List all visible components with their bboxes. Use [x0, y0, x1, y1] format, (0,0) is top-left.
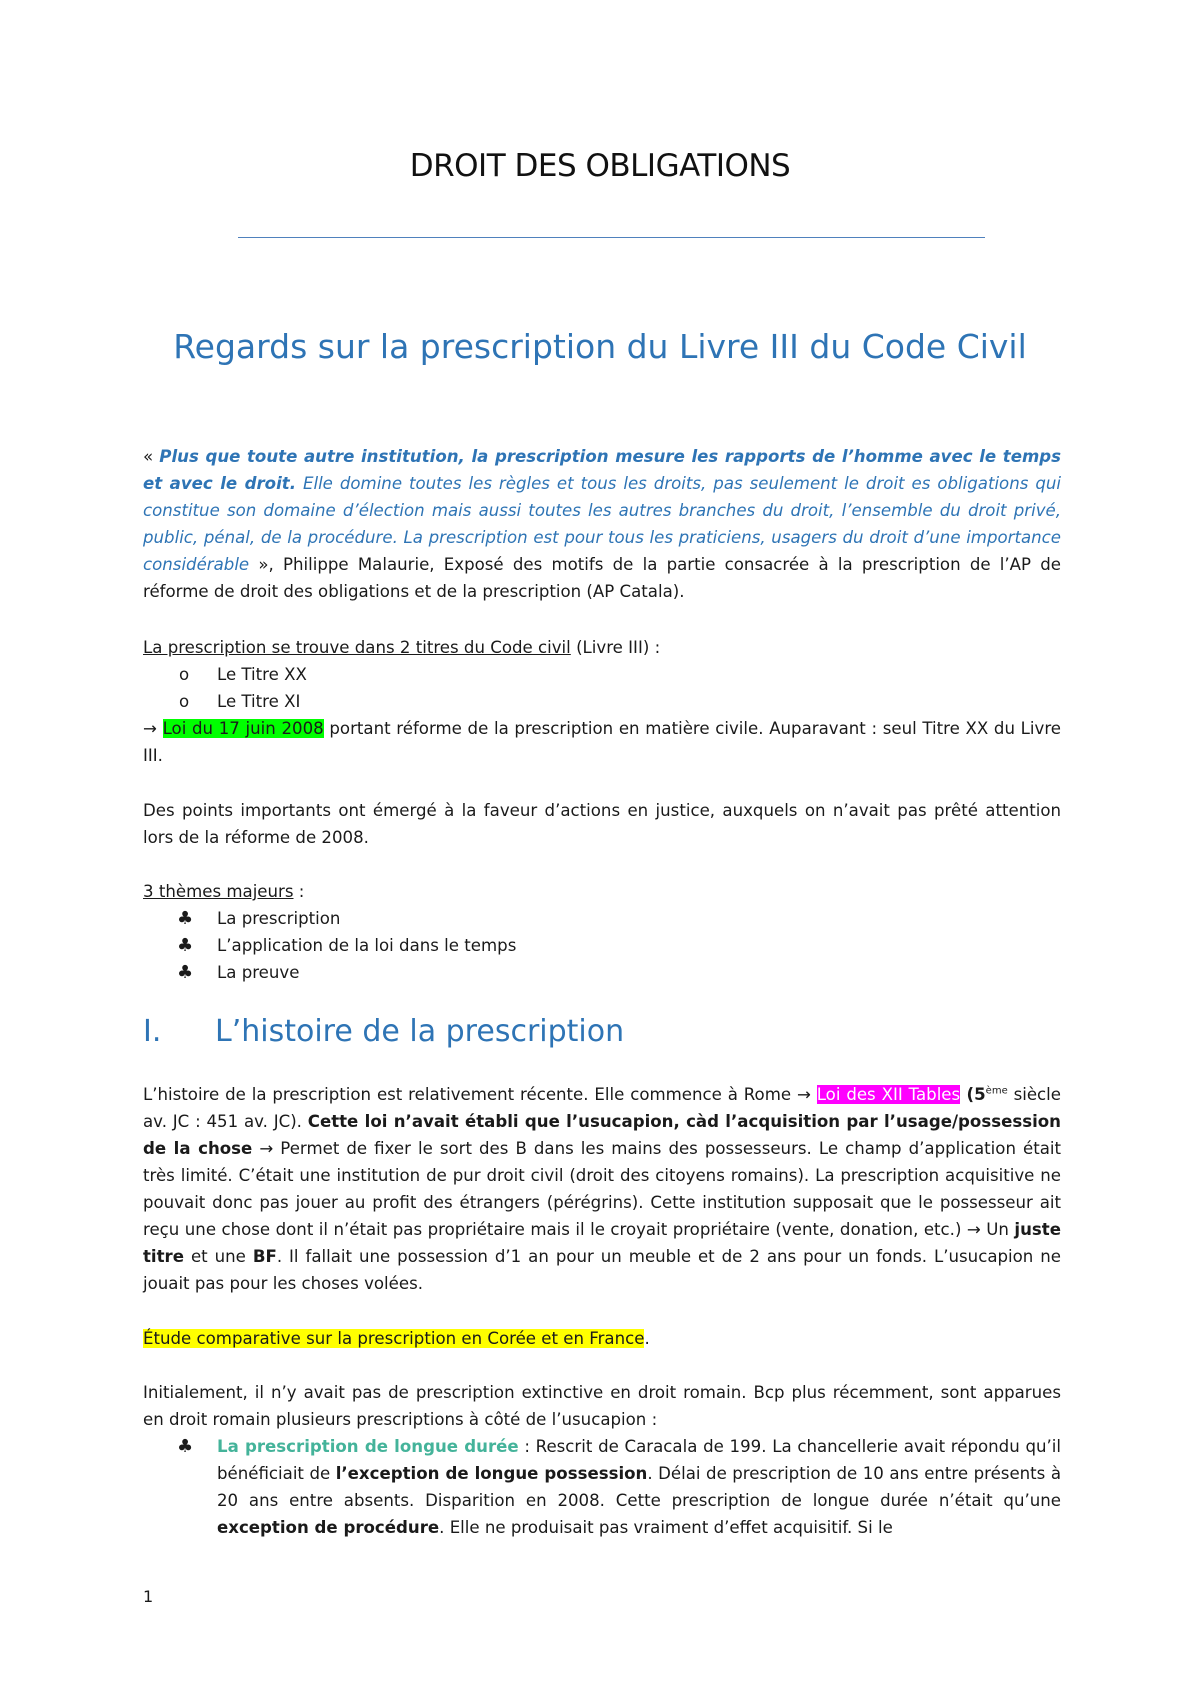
themes-block: [143, 878, 1061, 986]
themes-heading: 3 thèmes majeurs :: [143, 882, 305, 901]
list-item: ♣ La prescription de longue durée : Rescrit de Caracala de 199. La chancellerie avait répondu qu’il bénéficiait de l’exception de longue possession. Délai de prescription de 10 ans entre présents à 20 ans entre absents. Disparition en 2008. Cette prescription de longue durée n’était qu’une exception de procédure. Elle ne produisait pas vraiment d’effet acquisitif. Si le: [143, 1433, 1061, 1541]
list-item: ♣ La prescription: [143, 905, 1061, 932]
loi-xii-tables-highlight: Loi des XII Tables: [816, 1085, 961, 1104]
list-item: o Le Titre XX: [143, 661, 1061, 688]
initial-paragraph: Initialement, il n’y avait pas de prescription extinctive en droit romain. Bcp plus récemment, sont apparues en droit romain plusieurs prescriptions à côté de l’usucapion :: [143, 1383, 1061, 1429]
page-number: 1: [143, 1587, 154, 1606]
list-item: ♣ La preuve: [143, 959, 1061, 986]
etude-line: Étude comparative sur la prescription en Corée et en France.: [143, 1329, 650, 1348]
club-bullet-icon: ♣: [177, 935, 194, 956]
list-item: o Le Titre XI: [143, 688, 1061, 715]
club-bullet-icon: ♣: [177, 908, 194, 929]
titles-intro-underlined: La prescription se trouve dans 2 titres du Code civil: [143, 638, 571, 657]
arrow-icon: →: [143, 719, 163, 738]
quote-bold: Plus que toute autre institution, la prescription mesure les rapports de l’homme avec le temps et avec le droit.: [143, 447, 1061, 493]
titles-intro: [143, 634, 1061, 661]
title-underline-rule: [238, 237, 985, 238]
titles-intro-rest: (Livre III) :: [570, 638, 661, 657]
quote-paragraph: [143, 443, 1061, 605]
arrow-icon: →: [796, 1085, 817, 1104]
points-paragraph: Des points importants ont émergé à la faveur d’actions en justice, auxquels on n’avait pas prêté attention lors de la réforme de 2008.: [143, 801, 1061, 847]
loi-paragraph: → Loi du 17 juin 2008 portant réforme de la prescription en matière civile. Auparavant : seul Titre XX du Livre III.: [143, 719, 1061, 765]
circle-bullet-icon: o: [179, 665, 190, 684]
titles-list: [143, 661, 1061, 715]
arrow-icon: →: [966, 1220, 987, 1239]
longue-duree-list: [143, 1433, 1061, 1541]
etude-highlight: Étude comparative sur la prescription en Corée et en France: [143, 1329, 645, 1348]
section-title: L’histoire de la prescription: [215, 1014, 625, 1049]
themes-list: [143, 905, 1061, 986]
titles-block: [143, 634, 1061, 769]
list-item: ♣ L’application de la loi dans le temps: [143, 932, 1061, 959]
document-subtitle: Regards sur la prescription du Livre III du Code Civil: [173, 327, 1027, 366]
section-number: I.: [143, 1014, 162, 1049]
quote-italic: Elle domine toutes les règles et tous les droits, pas seulement le droit es obligations qui constitue son domaine d’élection mais aussi toutes les autres branches du droit, l’ensemble du droit privé, public, pénal, de la procédure. La prescription est pour tous les praticiens, usagers du droit d’une importance considérable: [143, 474, 1061, 574]
loi-highlight: Loi du 17 juin 2008: [162, 719, 324, 738]
quote-attribution: », Philippe Malaurie, Exposé des motifs de la partie consacrée à la prescription de l’AP de réforme de droit des obligations et de la prescription (AP Catala).: [143, 555, 1061, 601]
club-bullet-icon: ♣: [177, 1436, 194, 1457]
arrow-icon: →: [252, 1139, 281, 1158]
longue-duree-term: La prescription de longue durée: [217, 1437, 519, 1456]
club-bullet-icon: ♣: [177, 962, 194, 983]
section-heading: [143, 1014, 624, 1049]
quote-open: «: [143, 447, 160, 466]
history-paragraph: L’histoire de la prescription est relativement récente. Elle commence à Rome → Loi des XII Tables (5ème siècle av. JC : 451 av. JC). Cette loi n’avait établi que l’usucapion, càd l’acquisition par l’usage/possession de la chose → Permet de fixer le sort des B dans les mains des possesseurs. Le champ d’application était très limité. C’était une institution de pur droit civil (droit des citoyens romains). La prescription acquisitive ne pouvait donc pas jouer au profit des étrangers (pérégrins). Cette institution supposait que le possesseur ait reçu une chose dont il n’était pas propriétaire mais il le croyait propriétaire (vente, donation, etc.) → Un juste titre et une BF. Il fallait une possession d’1 an pour un meuble et de 2 ans pour un fonds. L’usucapion ne jouait pas pour les choses volées.: [143, 1085, 1061, 1293]
document-title: DROIT DES OBLIGATIONS: [409, 148, 791, 184]
circle-bullet-icon: o: [179, 692, 190, 711]
usucapion-definition: Cette loi n’avait établi que l’usucapion, càd l’acquisition par l’usage/possession de la chose: [143, 1112, 1061, 1158]
longue-duree-block: [143, 1433, 1061, 1541]
